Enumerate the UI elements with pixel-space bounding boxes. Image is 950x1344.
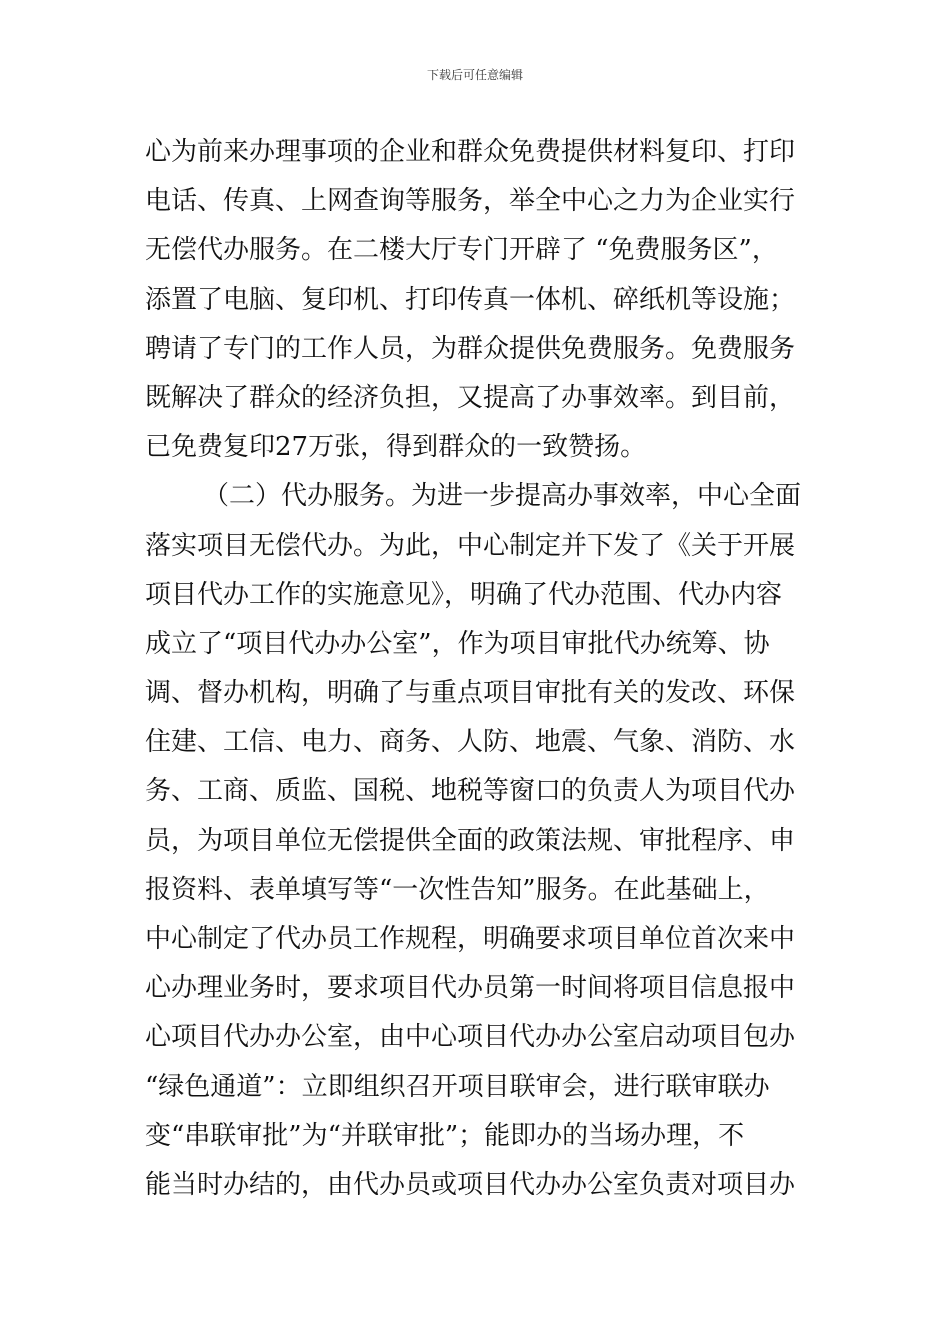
text-line: 变“串联审批”为“并联审批”；能即办的当场办理，不 [145, 1120, 745, 1151]
text-line: 心为前来办理事项的企业和群众免费提供材料复印、打印 [145, 137, 796, 167]
text-line: 无偿代办服务。在二楼大厅专门开辟了 “免费服务区”， [145, 235, 778, 266]
text-line: 添置了电脑、复印机、打印传真一体机、碎纸机等设施； [145, 284, 796, 315]
text-line: “绿色通道”：立即组织召开项目联审会，进行联审联办 [145, 1071, 770, 1102]
text-line: 心办理业务时，要求项目代办员第一时间将项目信息报中 [145, 973, 796, 1004]
text-line: 电话、传真、上网查询等服务，举全中心之力为企业实行 [145, 186, 796, 217]
text-line: 中心制定了代办员工作规程，明确要求项目单位首次来中 [145, 924, 796, 954]
text-line: 报资料、表单填写等“一次性告知”服务。在此基础上， [145, 874, 770, 905]
text-line: 务、工商、质监、国税、地税等窗口的负责人为项目代办 [145, 776, 796, 807]
text-line: 成立了“项目代办办公室”，作为项目审批代办统筹、协 [145, 628, 770, 659]
text-line: 落实项目无偿代办。为此，中心制定并下发了《关于开展 [145, 530, 796, 561]
paragraph-start-line: （二）代办服务。为进一步提高办事效率，中心全面 [203, 481, 802, 512]
text-line: 既解决了群众的经济负担，又提高了办事效率。到目前， [145, 382, 796, 413]
header-note: 下载后可任意编辑 [426, 68, 523, 82]
text-line: 住建、工信、电力、商务、人防、地震、气象、消防、水 [145, 727, 796, 758]
text-line: 员，为项目单位无偿提供全面的政策法规、审批程序、申 [145, 825, 796, 856]
document-body [145, 128, 810, 1210]
text-line: 能当时办结的，由代办员或项目代办办公室负责对项目办 [145, 1169, 796, 1200]
text-line: 聘请了专门的工作人员，为群众提供免费服务。免费服务 [145, 333, 796, 364]
text-line: 心项目代办办公室，由中心项目代办办公室启动项目包办 [145, 1022, 796, 1053]
text-line: 已免费复印27万张，得到群众的一致赞扬。 [145, 432, 647, 463]
text-line: 调、督办机构，明确了与重点项目审批有关的发改、环保 [145, 678, 796, 709]
text-line: 项目代办工作的实施意见》，明确了代办范围、代办内容 [145, 579, 783, 610]
